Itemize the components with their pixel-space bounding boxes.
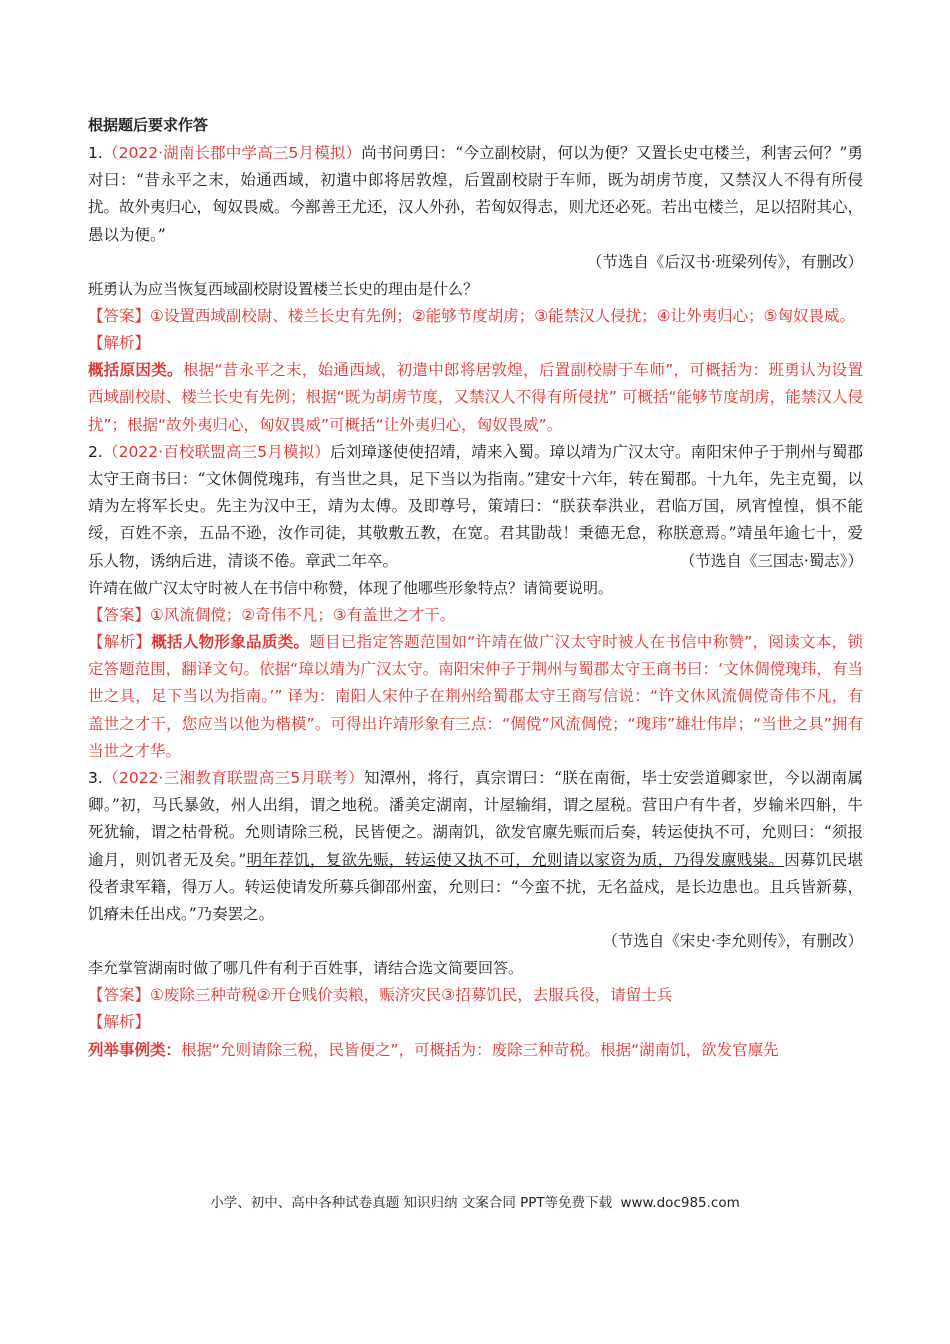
citation: （节选自《三国志·蜀志》） bbox=[679, 551, 863, 570]
question-prompt: 班勇认为应当恢复西域副校尉设置楼兰长史的理由是什么？ bbox=[88, 279, 479, 298]
analysis-tag: 【解析】 bbox=[88, 633, 152, 652]
question-number: 1. bbox=[88, 144, 103, 162]
answer-text: ①设置西域副校尉、楼兰长史有先例；②能够节度胡虏；③能禁汉人侵扰；④让外夷归心；⑤匈奴畏威。 bbox=[150, 306, 855, 325]
answer-block bbox=[88, 602, 863, 629]
passage-text: 知潭州，将行，真宗谓曰：“朕在南衙，毕士安尝道卿家世，今以湖南属卿。”初，马氏暴敛，州人出绢，谓之地税。潘美定湖南，计屋输绢，谓之屋税。营田户有牛者，岁输米四斛，牛死犹输，谓之枯骨税。允则请除三税，民皆便之。湖南饥，欲发官廪先赈而后奏，转运使执不可，允则曰：“须报逾月，则饥者无及矣。” bbox=[88, 769, 863, 869]
citation: （节选自《宋史·李允则传》，有删改） bbox=[602, 932, 863, 951]
answer-tag: 【答案】 bbox=[88, 605, 151, 624]
analysis-text: 题目已指定答题范围如“许靖在做广汉太守时被人在书信中称赞”，阅读文本，锁定答题范围，翻译文句。依据“璋以靖为广汉太守。南阳宋仲子于荆州与蜀郡太守王商书曰：‘文休倜傥瑰玮，有当世之具，足下当以为指南。’” 译为：南阳人宋仲子在荆州给蜀郡太守王商写信说：“许文休风流倜傥奇伟不凡，有盖世之才干，您应当以他为楷模”。可得出许靖形象有三点：“倜傥”风流倜傥；“瑰玮”雄壮伟岸；“当世之具”拥有当世之才华。 bbox=[88, 633, 863, 760]
question-2-passage bbox=[88, 439, 863, 575]
analysis-block bbox=[88, 1037, 863, 1064]
analysis-tag: 【解析】 bbox=[88, 1013, 151, 1032]
question-number: 2. bbox=[88, 442, 103, 461]
question-source: （2022·三湘教育联盟高三5月联考） bbox=[102, 769, 364, 788]
question-prompt: 许靖在做广汉太守时被人在书信中称赞，体现了他哪些形象特点？请简要说明。 bbox=[88, 578, 614, 597]
question-source: （2022·湖南长郡中学高三5月模拟） bbox=[102, 144, 362, 162]
passage-text-continued: 因募饥民堪役者隶军籍，得万人。转运使请发所募兵御邵州蛮，允则曰：“今蛮不扰，无名益戍，是长边患也。且兵皆新募，饥瘠未任出戍。”乃奏罢之。 bbox=[88, 850, 863, 924]
answer-text: ①废除三种苛税②开仓贱价卖粮，赈济灾民③招募饥民，去服兵役，请留士兵 bbox=[150, 986, 673, 1005]
citation: （节选自《后汉书·班梁列传》，有删改） bbox=[586, 252, 863, 271]
answer-text: ①风流倜傥；②奇伟不凡；③有盖世之才干。 bbox=[150, 605, 456, 624]
question-3-passage bbox=[88, 765, 863, 928]
section-heading: 根据题后要求作答 bbox=[88, 116, 209, 134]
analysis-type: 概括原因类。 bbox=[88, 361, 183, 380]
underlined-sentence: 明年荐饥，复欲先赈，转运使又执不可，允则请以家资为质，乃得发廪贱粜。 bbox=[246, 850, 785, 869]
analysis-text: 根据“允则请除三税，民皆便之”，可概括为：废除三种苛税。根据“湖南饥，欲发官廪先 bbox=[181, 1040, 779, 1059]
analysis-block bbox=[88, 357, 863, 439]
passage-text: 后刘璋遂使使招靖，靖来入蜀。璋以靖为广汉太守。南阳宋仲子于荆州与蜀郡太守王商书曰：“文休倜傥瑰玮，有当世之具，足下当以为指南。”建安十六年，转在蜀郡。十九年，先主克蜀，以靖为左将军长史。先主为汉中王，靖为太傅。及即尊号，策靖曰：“朕获奉洪业，君临万国，夙宵惶惶，惧不能绥，百姓不亲，五品不逊，汝作司徒，其敬敷五教，在宽。君其勖哉！秉德无怠，称朕意焉。”靖虽年逾七十，爱乐人物，诱纳后进，清谈不倦。章武二年卒。 bbox=[88, 442, 863, 570]
question-number: 3. bbox=[88, 769, 103, 788]
answer-tag: 【答案】 bbox=[88, 986, 151, 1005]
passage-text: 尚书问勇曰：“今立副校尉，何以为便？又置长史屯楼兰，利害云何？”勇对曰：“昔永平之末，始通西域，初遣中郎将居敦煌，后置副校尉于车师，既为胡虏节度，又禁汉人不得有所侵扰。故外夷归心，匈奴畏威。今鄯善王尤还，汉人外孙，若匈奴得志，则尤还必死。若出屯楼兰，足以招附其心，愚以为便。” bbox=[88, 144, 864, 244]
document-body bbox=[88, 110, 863, 1064]
question-source: （2022·百校联盟高三5月模拟） bbox=[102, 442, 331, 461]
answer-block bbox=[88, 303, 863, 330]
analysis-type: 列举事例类： bbox=[88, 1040, 182, 1059]
question-1-passage bbox=[88, 140, 863, 249]
analysis-block bbox=[88, 629, 863, 765]
page-footer bbox=[0, 1191, 950, 1211]
footer-text: 小学、初中、高中各种试卷真题 知识归纳 文案合同 PPT等免费下载 bbox=[210, 1195, 613, 1211]
question-prompt: 李允掌管湖南时做了哪几件有利于百姓事，请结合选文简要回答。 bbox=[88, 959, 524, 978]
analysis-type: 概括人物形象品质类。 bbox=[151, 633, 310, 652]
answer-block bbox=[88, 982, 863, 1009]
footer-link[interactable]: www.doc985.com bbox=[620, 1195, 740, 1211]
answer-tag: 【答案】 bbox=[88, 306, 151, 325]
analysis-tag: 【解析】 bbox=[88, 334, 151, 353]
analysis-text: 根据“昔永平之末，始通西域，初遣中郎将居敦煌，后置副校尉于车师”，可概括为：班勇认为设置西域副校尉、楼兰长史有先例；根据“既为胡虏节度，又禁汉人不得有所侵扰” 可概括“能够节度胡虏，能禁汉人侵扰”；根据“故外夷归心，匈奴畏威”可概括“让外夷归心，匈奴畏威”。 bbox=[88, 361, 863, 434]
